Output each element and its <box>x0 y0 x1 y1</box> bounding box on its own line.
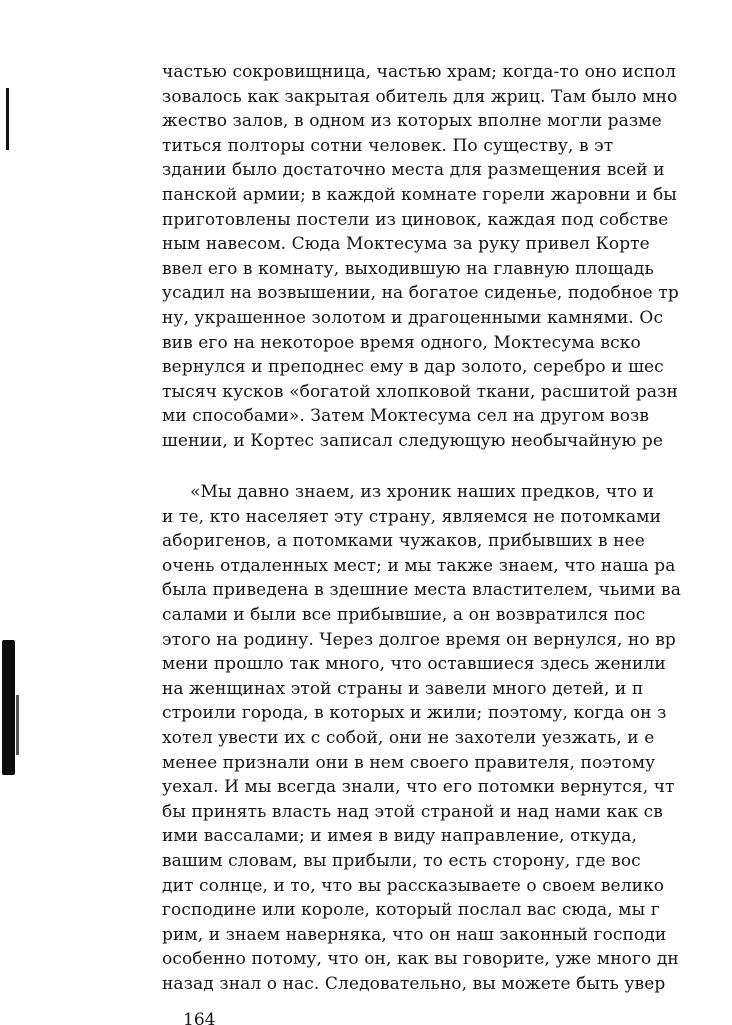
text-line: вашим словам, вы прибыли, то есть сторону, где вос <box>162 850 641 871</box>
text-line: ввел его в комнату, выходившую на главную площадь <box>162 258 654 279</box>
text-line: ими вассалами; и имея в виду направление, откуда, <box>162 826 637 847</box>
text-line: салами и были все прибывшие, а он возвратился пос <box>162 604 646 625</box>
text-line: «Мы давно знаем, из хроник наших предков, что и <box>190 482 654 502</box>
text-line: титься полторы сотни человек. По существу, в эт <box>162 135 614 156</box>
text-line: на женщинах этой страны и завели много детей, и п <box>162 678 644 699</box>
scan-artifact-bottom <box>2 640 15 775</box>
text-line: и те, кто населяет эту страну, являемся не потомками <box>162 506 662 527</box>
text-line: хотел увести их с собой, они не захотели уезжать, и е <box>162 727 655 748</box>
text-line: была приведена в здешние места властителем, чьими ва <box>162 580 681 601</box>
text-line: тысяч кусков «богатой хлопковой ткани, расшитой разн <box>162 381 678 402</box>
text-line: строили города, в которых и жили; поэтому, когда он з <box>162 703 667 724</box>
text-line: вив его на некоторое время одного, Моктесума вско <box>162 332 641 353</box>
text-line: ми способами». Затем Моктесума сел на другом возв <box>162 406 650 427</box>
text-line: особенно потому, что он, как вы говорите, уже много дн <box>162 949 679 970</box>
text-line: усадил на возвышении, на богатое сиденье, подобное тр <box>162 283 679 304</box>
text-line: бы принять власть над этой страной и над нами как св <box>162 801 663 822</box>
text-line: вернулся и преподнес ему в дар золото, серебро и шес <box>162 357 664 378</box>
text-line: зовалось как закрытая обитель для жриц. Там было мно <box>162 86 678 107</box>
text-line: здании было достаточно места для размещения всей и <box>162 160 665 181</box>
text-line: мени прошло так много, что оставшиеся здесь женили <box>162 654 666 675</box>
text-line: уехал. И мы всегда знали, что его потомки вернутся, чт <box>162 777 675 798</box>
text-line: панской армии; в каждой комнате горели жаровни и бы <box>162 184 677 205</box>
paragraph-2 <box>162 480 732 996</box>
text-line: очень отдаленных мест; и мы также знаем, что наша ра <box>162 555 676 576</box>
text-line: господине или короле, который послал вас сюда, мы г <box>162 900 660 921</box>
text-line: ну, украшенное золотом и драгоценными камнями. Ос <box>162 307 664 328</box>
text-line: частью сокровищница, частью храм; когда-то оно испол <box>162 62 676 82</box>
scan-artifact-top <box>6 88 9 150</box>
text-line: шении, и Кортес записал следующую необычайную ре <box>162 430 664 451</box>
text-line: назад знал о нас. Следовательно, вы можете быть увер <box>162 973 666 994</box>
text-line: аборигенов, а потомками чужаков, прибывших в нее <box>162 531 645 552</box>
text-line: жество залов, в одном из которых вполне могли разме <box>162 111 662 132</box>
paragraph-1 <box>162 60 732 454</box>
page-number: 164 <box>183 1010 216 1025</box>
text-line: дит солнце, и то, что вы рассказываете о своем велико <box>162 875 665 896</box>
text-line: менее признали они в нем своего правителя, поэтому <box>162 752 656 773</box>
text-line: приготовлены постели из циновок, каждая под собстве <box>162 209 669 230</box>
text-line: рим, и знаем наверняка, что он наш законный господи <box>162 924 667 945</box>
text-line: ным навесом. Сюда Моктесума за руку привел Корте <box>162 234 650 255</box>
text-line: этого на родину. Через долгое время он вернулся, но вр <box>162 629 676 650</box>
